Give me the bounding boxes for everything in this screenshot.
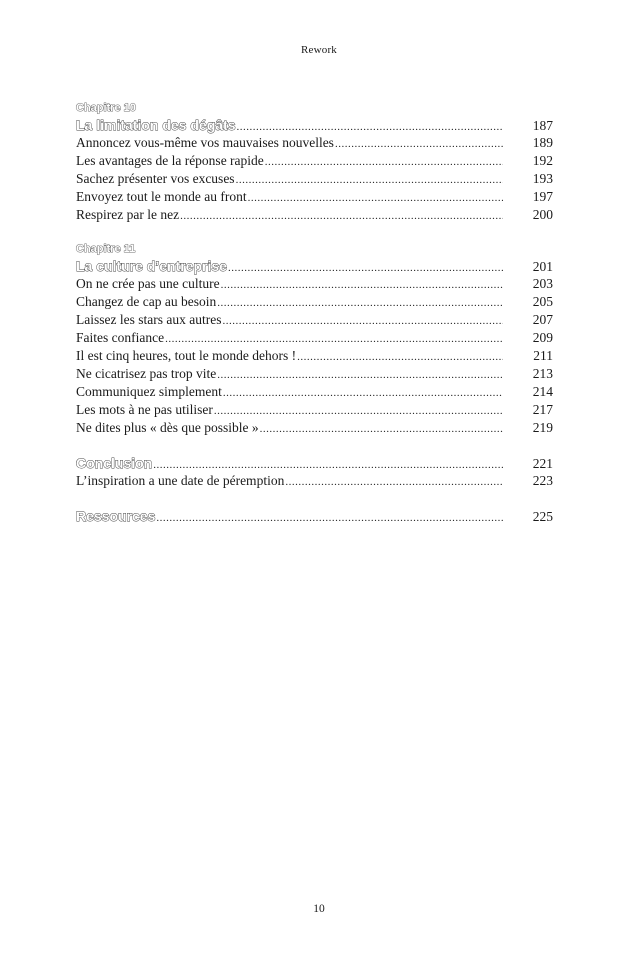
toc-page-number: 189: [532, 135, 553, 150]
toc-entry-title: Il est cinq heures, tout le monde dehors !: [76, 348, 297, 363]
toc-page-number: 211: [533, 348, 553, 363]
toc-page-number: 209: [532, 330, 553, 345]
toc-heading-title: La culture d’entreprise: [76, 258, 227, 274]
toc-heading-title: La limitation des dégâts: [76, 117, 236, 133]
toc-page-number: 214: [532, 384, 553, 399]
dot-leader: [236, 171, 503, 189]
toc-entry-title: Les mots à ne pas utiliser: [76, 402, 213, 417]
page-number: 10: [313, 903, 325, 915]
toc-entry[interactable]: [76, 206, 553, 224]
toc-entry-title: Faites confiance: [76, 330, 165, 345]
toc-entry-title: Changez de cap au besoin: [76, 294, 217, 309]
dot-leader: [248, 189, 503, 207]
dot-leader: [217, 294, 503, 312]
dot-leader: [156, 509, 503, 527]
toc-entry-title: On ne crée pas une culture: [76, 276, 220, 291]
toc-page-number: 213: [532, 366, 553, 381]
toc-page-number: 203: [532, 276, 553, 291]
toc-entry-title: Sachez présenter vos excuses: [76, 171, 235, 186]
table-of-contents: [76, 100, 553, 542]
toc-page-number: 217: [532, 402, 553, 417]
conclusion-section: [76, 454, 553, 490]
chapter-11-section: [76, 241, 553, 437]
toc-entry-title: Envoyez tout le monde au front: [76, 189, 247, 204]
toc-heading-title: Ressources: [76, 508, 156, 524]
dot-leader: [265, 153, 503, 171]
toc-entry[interactable]: [76, 329, 553, 347]
toc-entry[interactable]: [76, 152, 553, 170]
dot-leader: [214, 402, 503, 420]
toc-entry[interactable]: [76, 347, 553, 365]
toc-entry-title: L’inspiration a une date de péremption: [76, 473, 285, 488]
toc-page-number: 201: [532, 259, 553, 274]
toc-page-number: 207: [532, 312, 553, 327]
ressources-section: [76, 507, 553, 525]
toc-entry[interactable]: [76, 383, 553, 401]
toc-entry-title: Laissez les stars aux autres: [76, 312, 222, 327]
chapter-label: Chapitre 10: [76, 102, 136, 114]
dot-leader: [221, 276, 503, 294]
chapter-label: Chapitre 11: [76, 243, 136, 255]
running-head: Rework: [300, 44, 338, 56]
toc-section-heading[interactable]: [76, 454, 553, 472]
toc-entry[interactable]: [76, 365, 553, 383]
dot-leader: [222, 312, 503, 330]
toc-page-number: 193: [532, 171, 553, 186]
dot-leader: [217, 366, 503, 384]
toc-section-heading[interactable]: [76, 507, 553, 525]
toc-heading-title: Conclusion: [76, 455, 153, 471]
toc-entry-title: Ne dites plus « dès que possible »: [76, 420, 259, 435]
dot-leader: [335, 135, 503, 153]
dot-leader: [165, 330, 503, 348]
toc-entry[interactable]: [76, 401, 553, 419]
toc-page-number: 187: [532, 118, 553, 133]
toc-chapter-heading[interactable]: [76, 257, 553, 275]
toc-page-number: 221: [532, 456, 553, 471]
toc-entry-title: Ne cicatrisez pas trop vite: [76, 366, 217, 381]
dot-leader: [285, 473, 503, 491]
toc-page-number: 223: [532, 473, 553, 488]
toc-chapter-heading[interactable]: [76, 116, 553, 134]
toc-entry-title: Communiquez simplement: [76, 384, 222, 399]
toc-page-number: 219: [532, 420, 553, 435]
toc-page-number: 200: [532, 207, 553, 222]
dot-leader: [228, 259, 503, 277]
toc-page-number: 192: [532, 153, 553, 168]
dot-leader: [180, 207, 503, 225]
toc-entry-title: Respirez par le nez: [76, 207, 180, 222]
toc-entry[interactable]: [76, 311, 553, 329]
toc-page-number: 225: [532, 509, 553, 524]
toc-page-number: 197: [532, 189, 553, 204]
toc-entry[interactable]: [76, 134, 553, 152]
dot-leader: [297, 348, 503, 366]
toc-entry[interactable]: [76, 188, 553, 206]
toc-entry[interactable]: [76, 170, 553, 188]
toc-entry-title: Les avantages de la réponse rapide: [76, 153, 264, 168]
toc-entry[interactable]: [76, 419, 553, 437]
toc-entry[interactable]: [76, 293, 553, 311]
toc-entry[interactable]: [76, 472, 553, 490]
toc-entry-title: Annoncez vous-même vos mauvaises nouvelles: [76, 135, 334, 150]
dot-leader: [223, 384, 503, 402]
toc-page-number: 205: [532, 294, 553, 309]
chapter-10-section: [76, 100, 553, 224]
dot-leader: [260, 420, 503, 438]
toc-entry[interactable]: [76, 275, 553, 293]
